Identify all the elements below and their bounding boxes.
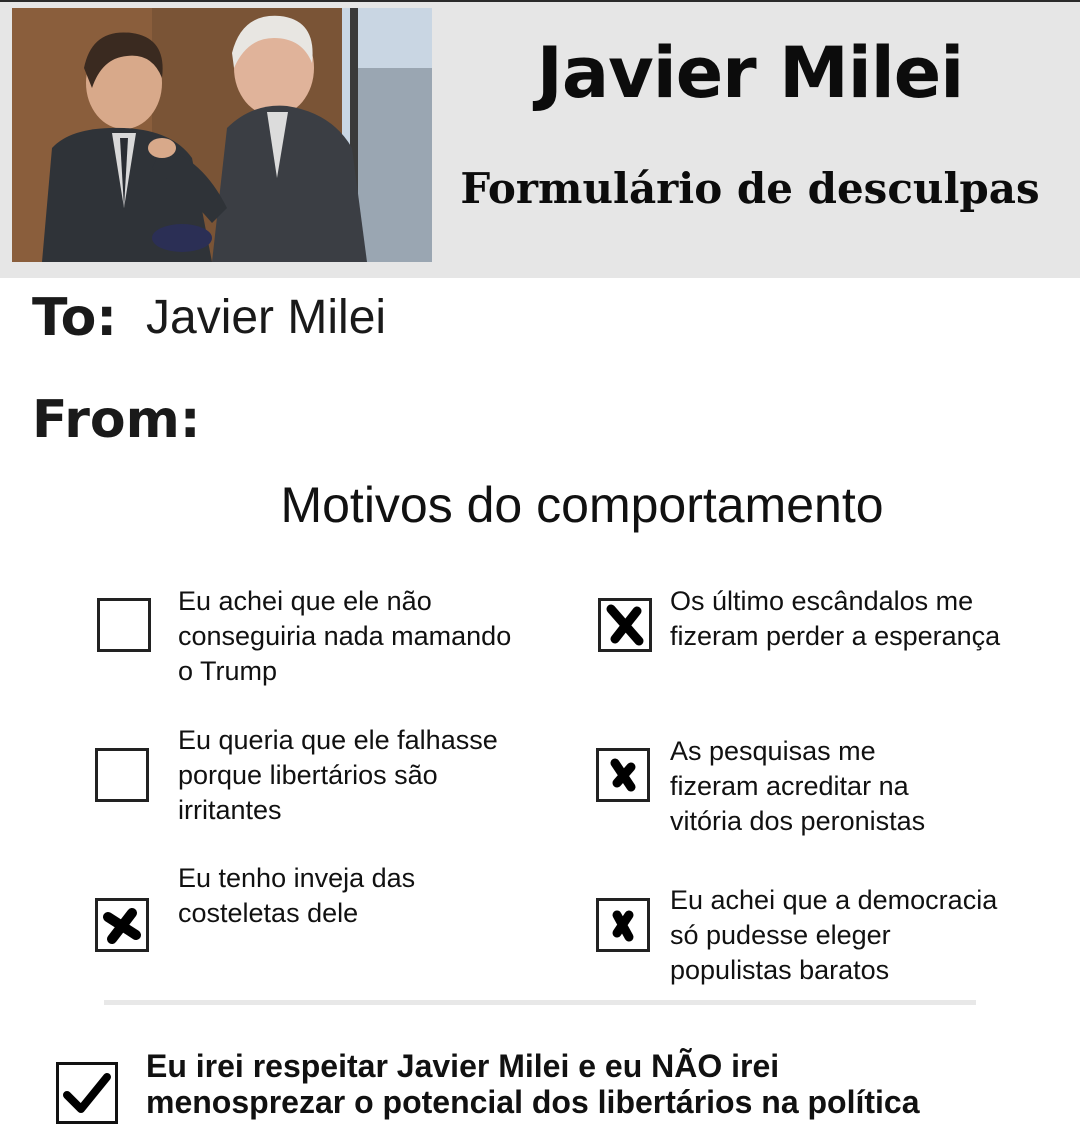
reason-checkbox-2[interactable]	[598, 598, 652, 652]
reason-checkbox-4[interactable]	[596, 748, 650, 802]
reason-checkbox-5[interactable]	[95, 898, 149, 952]
reason-text-2: Os último escândalos me fizeram perder a esperança	[670, 586, 1001, 651]
header-name: Javier Milei	[536, 32, 964, 114]
reason-text-6: Eu achei que a democracia só pudesse eleger populistas baratos	[670, 885, 998, 985]
checkmark-icon	[59, 1065, 115, 1121]
section-title: Motivos do comportamento	[280, 477, 884, 533]
reason-text-4: As pesquisas me fizeram acreditar na vitória dos peronistas	[670, 736, 926, 836]
x-mark-icon	[599, 751, 647, 799]
from-label: From:	[32, 390, 201, 450]
reason-checkbox-1[interactable]	[97, 598, 151, 652]
reason-checkbox-3[interactable]	[95, 748, 149, 802]
reason-text-1: Eu achei que ele não conseguiria nada mamando o Trump	[178, 586, 512, 686]
to-value: Javier Milei	[146, 291, 387, 344]
pledge-checkbox[interactable]	[56, 1062, 118, 1124]
to-label: To:	[32, 288, 118, 348]
reason-text-3: Eu queria que ele falhasse porque libertários são irritantes	[178, 725, 498, 825]
reason-checkbox-6[interactable]	[596, 898, 650, 952]
form-title: Formulário de desculpas	[460, 164, 1040, 213]
x-mark-icon	[601, 601, 649, 649]
divider	[104, 1000, 976, 1005]
header-banner	[0, 0, 1080, 278]
reason-text-5: Eu tenho inveja das costeletas dele	[178, 863, 416, 928]
header-photo	[12, 8, 432, 262]
x-mark-icon	[599, 901, 647, 949]
x-mark-icon	[98, 901, 146, 949]
pledge-text: Eu irei respeitar Javier Milei e eu NÃO irei menosprezar o potencial dos libertários na política	[146, 1048, 920, 1120]
